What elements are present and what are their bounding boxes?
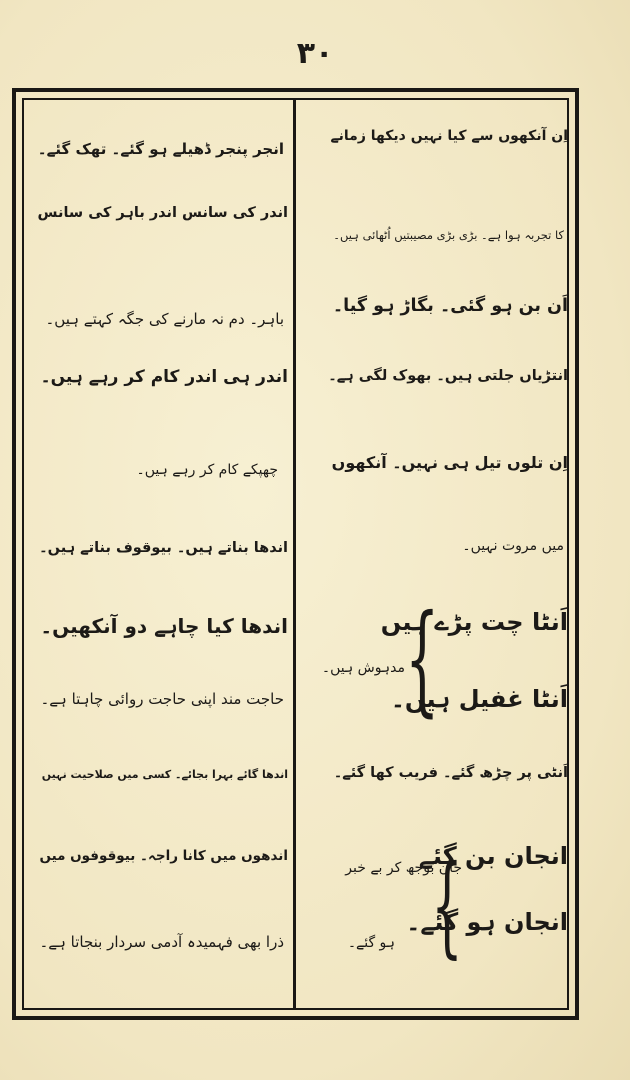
- left-line-7: اندھا کیا چاہے دو آنکھیں۔: [40, 614, 288, 638]
- left-line-9: اندھا گائے بہرا بجائے۔ کسی میں صلاحیت نہیں: [41, 768, 288, 781]
- right-line-5: اِن تلوں تیل ہی نہیں۔ آنکھوں: [331, 453, 568, 472]
- right-line-6: میں مروت نہیں۔: [462, 538, 564, 554]
- right-line-10: اَنٹی پر چڑھ گئے۔ فریب کھا گئے۔: [333, 765, 568, 781]
- left-line-2: اندر کی سانس اندر باہر کی سانس: [37, 205, 288, 221]
- left-line-5: چھپکے کام کر رہے ہیں۔: [136, 462, 278, 478]
- left-line-8: حاجت مند اپنی حاجت روائی چاہتا ہے۔: [40, 690, 284, 708]
- right-line-8: مدہوش ہیں۔: [321, 660, 405, 676]
- left-line-3: باہر۔ دم نہ مارنے کی جگہ کہتے ہیں۔: [45, 310, 284, 328]
- brace-group-2: {: [431, 841, 463, 969]
- right-line-3: اَن بن ہو گئی۔ بگاڑ ہو گیا۔: [332, 296, 568, 316]
- right-line-11: انجان بن گئے: [418, 842, 568, 870]
- right-line-2: کا تجربہ ہوا ہے۔ بڑی بڑی مصیبتیں اُٹھائی ہیں۔: [333, 228, 564, 242]
- right-line-4: انتڑیاں جلتی ہیں۔ بھوک لگی ہے۔: [328, 368, 568, 384]
- right-line-7: اَنٹا چت پڑے ہیں: [380, 608, 568, 636]
- page-number: ۳۰: [296, 36, 334, 71]
- left-line-11: ذرا بھی فہمیدہ آدمی سردار بنجاتا ہے۔: [39, 933, 284, 951]
- left-line-10: اندھوں میں کانا راجہ۔ بیوقوفوں میں: [39, 848, 288, 864]
- right-line-9: اَنٹا غفیل ہیں۔: [390, 685, 568, 713]
- right-line-13: انجان ہو گئے۔: [406, 908, 568, 936]
- brace-group-1: {: [404, 590, 440, 729]
- right-line-1: اِن آنکھوں سے کیا نہیں دیکھا زمانے: [330, 128, 568, 144]
- column-divider: [293, 98, 296, 1010]
- right-line-12: جان بوجھ کر بے خبر: [345, 860, 462, 876]
- left-line-6: اندھا بناتے ہیں۔ بیوقوف بناتے ہیں۔: [39, 540, 288, 556]
- left-line-1: انجر پنجر ڈھیلے ہو گئے۔ تھک گئے۔: [37, 140, 284, 158]
- right-line-14: ہو گئے۔: [347, 935, 395, 951]
- left-line-4: اندر ہی اندر کام کر رہے ہیں۔: [40, 367, 288, 387]
